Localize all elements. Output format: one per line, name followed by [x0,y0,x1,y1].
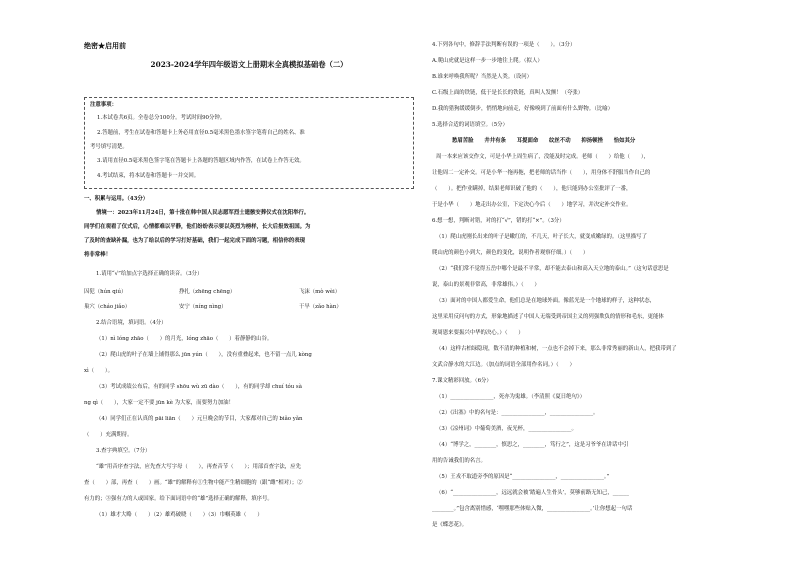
question-6-item[interactable]: 文武合静水的大江边。（加点的词语全部用作名词。）（ ） [432,362,575,368]
question-7-item[interactable]: ________。”包含离别惜感，‘嘿嘿那些体贴入微，________________。’让你想起一句话 [432,506,633,512]
question-3-line[interactable]: “雄”用音序查字法，应先查大写字母（ ），再查音节（ ）；用部首查字法，应先 [96,464,301,470]
question-1-stem: 1.请用“√”给加点字选择正确的读音。（3分） [96,271,203,277]
question-6-item[interactable]: （2）“我们常不觉得五岳中哪个是最不平常，却不能去泰山和高入天立地的泰山。”（这句话意思是 [436,266,669,272]
context-paragraph: 了及时的查缺补漏，也为了给以后的学习打好基础，我们一起完成下面的习题，相信你的表现 [84,238,306,244]
question-7-item[interactable]: 是《蝶恋花》。 [432,522,468,528]
notice-box [84,97,414,189]
question-3-line[interactable]: 查（ ）部，再查（ ）画。“雄”的解释有①生物中能产生精细胞的（跟“雌”相对）；② [84,480,303,486]
question-6-item[interactable]: 爬山虎的颜色小到大，颜色的变化，说明作者观察仔细。）（ ） [432,250,589,256]
pinyin-option[interactable]: 囚犯（hún qiú） [84,289,127,295]
question-2-line[interactable]: xì（ ）。 [84,368,114,374]
pinyin-option[interactable]: 巢穴（cháo jiǎo） [84,304,131,310]
question-5-line[interactable]: 于是小华（ ）地走出办公室，下定决心今后（ ）地学习，并决定补交作业。 [432,202,632,208]
question-2-stem: 2.结合语境，填词语。（4分） [96,320,167,326]
pinyin-option[interactable]: 干旱（zǎo hàn） [299,304,342,310]
question-2-line[interactable]: （3）考试成绩公布后，有的同学 shōu wù zū dào（ ），有的同学却 chuí tóu sà [96,384,302,390]
pinyin-option[interactable]: 安宁（níng nìng） [179,304,227,310]
question-7-item[interactable]: （5）王戎不取道旁李的原因是“________________，________________。” [436,474,610,480]
question-4-option[interactable]: D.我的猎狗缓缓倒步，悄悄地向前走，好像嗅到了前面有什么野物。（比喻） [432,106,614,112]
pinyin-option[interactable]: 挣扎（zhēng chēng） [179,289,236,295]
question-5-stem: 5.选择合适的词语填空。（5分） [432,122,508,128]
word-bank: 愁眉苦脸 井井有条 耳提面命 纹丝不动 抑扬顿挫 恰如其分 [452,138,636,144]
question-4-option[interactable]: B.谁来呼唤我所呢？当然是人类。（设问） [432,74,533,80]
notice-item: 3.请用直径0.5毫米黑色签字笔在答题卡上各题的答题区域内作答，在试卷上作答无效。 [97,158,305,164]
context-paragraph: 同学们在观看了仪式后，心情都难以平静，他们纷纷表示要以英烈为榜样，长大后报效祖国。为 [84,224,311,230]
question-7-item[interactable]: （3）《凉州词》中葡萄美酒，夜光杯，________________。 [436,426,577,432]
notice-item: 1.本试卷共6页。全卷总分100分。考试时间90分钟。 [97,115,226,121]
question-2-line[interactable]: （2）爬山虎的叶子在墙上铺得那么 jūn yún（ ），没有重叠起来，也不留一点儿 kòng [96,352,312,358]
question-5-line[interactable]: 让他周二一定补交。可是小华一拖再拖，把老师的话当作（ ），用身体不舒服当作自己的 [432,170,651,176]
question-2-line[interactable]: ng qì（ ），大家一定不要 jūn kè 为大家，而要努力加油！ [84,400,234,406]
question-5-line[interactable]: 周一本来应该交作文，可是小华上周生病了，没能及时完成。老师（ ）给他（ ）， [436,154,649,160]
question-4-option[interactable]: A.爬山虎就是这样一步一步地往上爬。（拟人） [432,58,543,64]
question-2-line[interactable]: （1）nì lóng zhāo（ ）的月光，lóng zhāo（ ）着静静的山谷。 [96,336,273,342]
pinyin-option[interactable]: 飞沫（mò wèi） [299,289,341,295]
notice-item: 4.考试结束，将本试卷和答题卡一并交回。 [97,173,200,179]
question-5-line[interactable]: （ ）。把作业瞒掉，结果老师识破了他的（ ），他只能到办公室批评了一番， [432,186,632,192]
section-heading: 一、积累与运用。（43分） [84,196,149,202]
question-6-item[interactable]: 现周恩来要振兴中华的决心。）（ ） [432,330,524,336]
question-6-stem: 6.想一想，判断对错，对的打“√”，错的打“×”。（3分） [432,218,565,224]
right-column [424,0,794,562]
context-paragraph: 将非常棒！ [84,252,111,258]
context-paragraph: 情境一：2023年11月24日，第十批在韩中国人民志愿军烈士遗骸安葬仪式在沈阳举行。 [96,210,310,216]
question-7-stem: 7.课文精彩回放。（6分） [432,378,492,384]
question-6-item[interactable]: 这里采用反问句的方式，形象地描述了中国人无端受到帝国主义的列强欺负的情形和毛东，更能体 [432,314,664,320]
question-3-line[interactable]: （1）雄才大略（ ）（2）雄鸡破晓（ ）（3）巾帼英雄（ ） [96,512,263,518]
left-column [84,0,414,562]
notice-heading: 注意事项： [90,102,117,108]
question-6-item[interactable]: （1）爬山虎刚长出来的叶子是嫩红的，不几天，叶子长大，就变成嫩绿的。（这里描写了 [436,234,647,240]
question-7-item[interactable]: 用的告诫我们的名言。 [432,458,486,464]
question-6-item[interactable]: （3）面对的中国人都爱生命，他们总是在地球外面。像蓝光是一个地球的样子，这种状态， [436,298,656,304]
question-4-stem: 4.下列各句中，修辞手法判断有误的一项是（ ）。（3分） [432,42,576,48]
question-7-item[interactable]: （1）________________，死亦为鬼雄。（李清照《夏日绝句》） [436,394,585,400]
secret-label: 绝密★启用前 [84,41,126,50]
question-3-line[interactable]: 有力的；③强有力的人或国家。给下面词语中的“雄”选择正确的解释，填序号。 [84,496,273,502]
question-7-item[interactable]: （6）“________________，远远就会被‘踏遍人生骨头’，莫够前路无知己，______ [436,490,629,496]
question-6-item[interactable]: 说，泰山的景观非常高，非常雄伟。）（ ） [432,282,540,288]
notice-item: 考号填写清楚。 [90,144,128,150]
question-2-line[interactable]: （4）同学们正在认真的 pāi liān（ ）元旦晚会的节目，大家都对自己的 biǎo yǎn [96,416,303,422]
notice-item: 2.答题前，考生在试卷和答题卡上务必用直径0.5毫米黑色墨水签字笔将自己的姓名、准 [97,130,305,136]
question-2-line[interactable]: （ ）充满期待。 [84,432,133,438]
question-4-option[interactable]: C.石级上面的铁链，低于是长长的铁链，真叫人发颤！（夸张） [432,90,584,96]
exam-title: 2023-2024学年四年级语文上册期末全真模拟基础卷（二） [150,60,348,69]
question-6-item[interactable]: （4）这样古柏绿隐现，数不清的种植和树，一点也不会掉下来，那么非常秀丽的新山人，把我带到了 [436,346,677,352]
question-7-item[interactable]: （4）“博学之，________，慎思之，________，笃行之”，这是习爷爷在讲话中引 [436,442,629,448]
question-7-item[interactable]: （2）《出塞》中的名句是：________________，________________。 [436,410,599,416]
question-3-stem: 3.查字典填空。（7分） [96,448,151,454]
